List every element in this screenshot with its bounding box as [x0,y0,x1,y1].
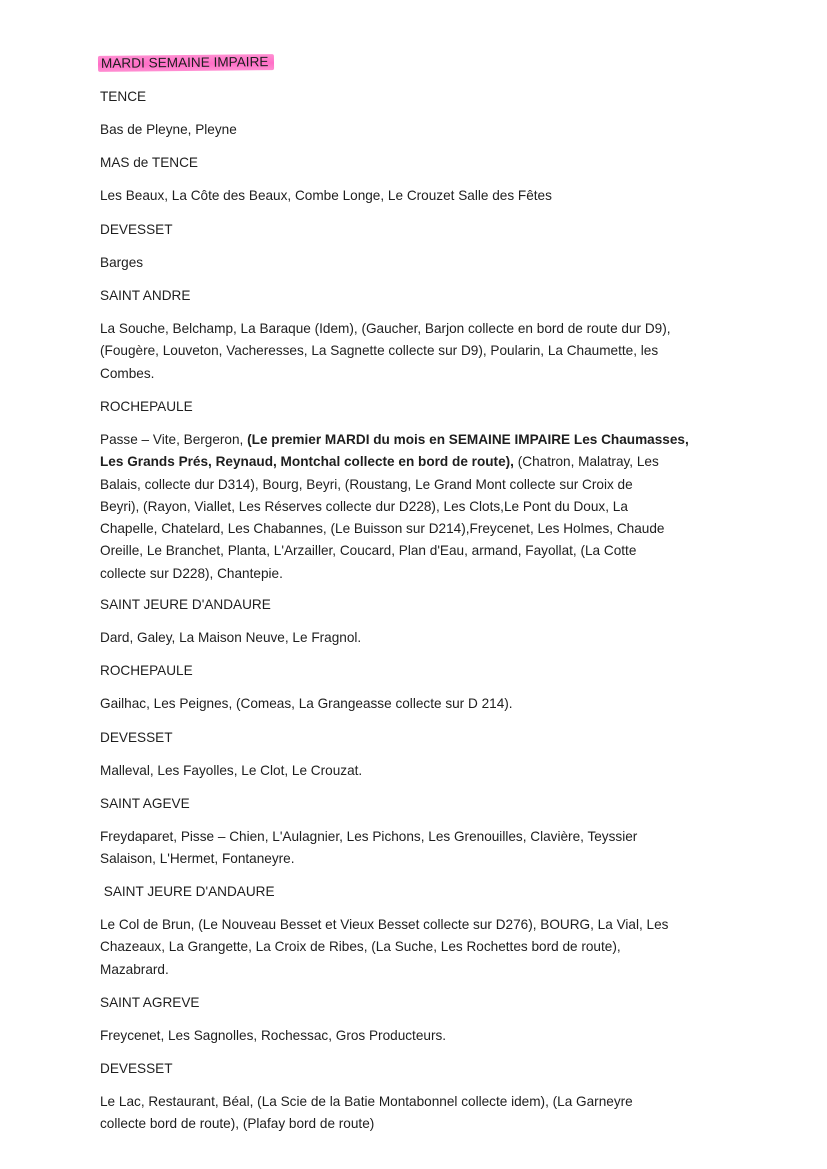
text-line [100,429,689,451]
town-heading: SAINT JEURE D'ANDAURE [100,597,271,612]
text-line: Le Col de Brun, (Le Nouveau Besset et Vieux Besset collecte sur D276), BOURG, La Vial, Les [100,917,669,932]
text-line: La Souche, Belchamp, La Baraque (Idem), (Gaucher, Barjon collecte en bord de route dur D9), [100,321,671,336]
text-line: Chazeaux, La Grangette, La Croix de Ribes, (La Suche, Les Rochettes bord de route), [100,939,621,955]
text-line: Dard, Galey, La Maison Neuve, Le Fragnol. [100,630,362,645]
locality-list [100,429,689,585]
town-heading: MAS de TENCE [100,155,198,170]
locality-list [100,914,668,981]
text-line: Barges [100,255,144,270]
town-heading: SAINT JEURE D'ANDAURE [100,884,275,899]
locality-list [100,119,237,141]
locality-list [100,185,552,207]
text-line [100,451,689,473]
town-heading: ROCHEPAULE [100,399,193,414]
text-line: Combes. [100,365,155,381]
page-title: MARDI SEMAINE IMPAIRE [98,54,275,72]
locality-list [100,693,513,715]
town-heading: TENCE [100,89,147,104]
text-line: Oreille, Le Branchet, Planta, L'Arzailler, Coucard, Plan d'Eau, armand, Fayollat, (La Cotte [100,543,637,559]
text-line: Freydaparet, Pisse – Chien, L'Aulagnier, Les Pichons, Les Grenouilles, Clavière, Teyssier [100,829,638,844]
town-heading: DEVESSET [100,222,173,237]
locality-list [100,252,143,274]
text-segment: Passe – Vite, Bergeron, [100,432,248,447]
locality-list [100,826,637,871]
town-heading: DEVESSET [100,730,173,745]
text-segment: (Chatron, Malatray, Les [513,454,659,470]
town-heading: ROCHEPAULE [100,663,193,678]
text-line: Malleval, Les Fayolles, Le Clot, Le Crouzat. [100,763,363,778]
text-line: Salaison, L'Hermet, Fontaneyre. [100,851,295,867]
text-line: Gailhac, Les Peignes, (Comeas, La Grangeasse collecte sur D 214). [100,696,513,711]
locality-list [100,1091,633,1136]
locality-list [100,627,361,649]
text-line: collecte sur D228), Chantepie. [100,565,283,581]
text-line: Les Beaux, La Côte des Beaux, Combe Longe, Le Crouzet Salle des Fêtes [100,188,552,203]
locality-list [100,318,671,385]
bold-segment: (Le premier MARDI du mois en SEMAINE IMPAIRE Les Chaumasses, [247,432,689,447]
town-heading: SAINT ANDRE [100,288,191,303]
locality-list [100,760,362,782]
text-line: Freycenet, Les Sagnolles, Rochessac, Gros Producteurs. [100,1028,447,1043]
text-line: Mazabrard. [100,961,169,977]
bold-segment: Les Grands Prés, Reynaud, Montchal collecte en bord de route), [100,454,514,470]
locality-list [100,1025,446,1047]
text-line: Chapelle, Chatelard, Les Chabannes, (Le Buisson sur D214),Freycenet, Les Holmes, Chaude [100,521,665,537]
town-heading: DEVESSET [100,1061,173,1076]
town-heading: SAINT AGEVE [100,796,190,811]
text-line: (Fougère, Louveton, Vacheresses, La Sagnette collecte sur D9), Poularin, La Chaumette, les [100,343,659,359]
town-heading: SAINT AGREVE [100,995,200,1010]
text-line: Le Lac, Restaurant, Béal, (La Scie de la Batie Montabonnel collecte idem), (La Garneyre [100,1094,633,1109]
text-line: Balais, collecte dur D314), Bourg, Beyri, (Roustang, Le Grand Mont collecte sur Croix de [100,476,633,492]
text-line: Bas de Pleyne, Pleyne [100,122,237,137]
text-line: collecte bord de route), (Plafay bord de route) [100,1116,375,1132]
text-line: Beyri), (Rayon, Viallet, Les Réserves collecte dur D228), Les Clots,Le Pont du Doux, La [100,498,628,514]
